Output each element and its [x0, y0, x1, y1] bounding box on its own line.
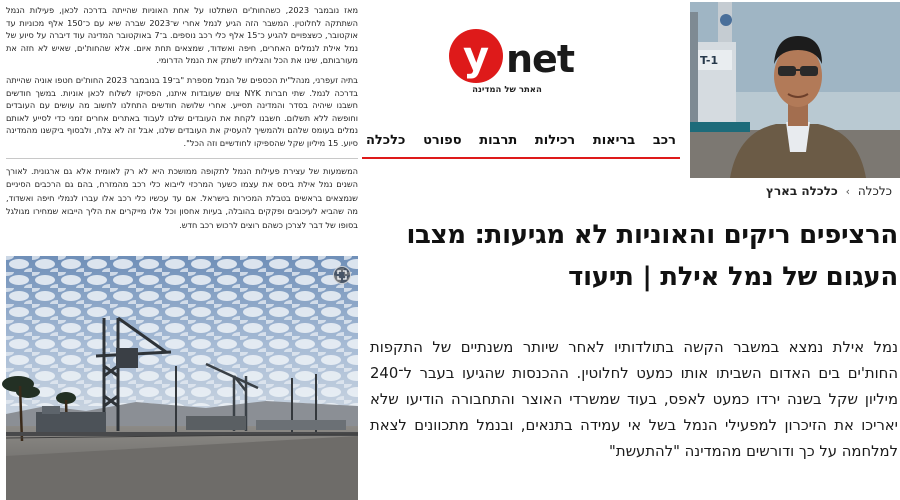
nav-item-gossip[interactable]: רכילות [534, 132, 576, 148]
svg-text:y: y [462, 34, 490, 80]
port-sign-text: T-1 [700, 54, 719, 67]
nav-item-economy[interactable]: כלכלה [366, 132, 406, 148]
article-header-column [362, 0, 900, 500]
breadcrumb-current[interactable]: כלכלה בארץ [766, 184, 838, 198]
reporter-photo [690, 2, 900, 178]
port-photo[interactable] [6, 256, 358, 500]
nav-item-culture[interactable]: תרבות [479, 132, 518, 148]
article-paragraph: מאז נובמבר 2023, כשהחות'ים השתלטו על אחת האוניות שהייתה בדרכה לכאן, פעילות הנמל השתתקה לחלוטין. המשבר הזה הגיע לנמל אחרי ש־2023 שברה שיא עם כ־150 אלף מכוניות עד אוקטובר, כשצפויים להגיע כ־15 אלף כלי רכב נוספים. ב־7 באוקטובר המדינה עוד דיברה על סיוע של נמל אילת לנמלים האחרים, חיפה ואשדוד, שמצאים תחת איום. אלא שהחות'ים, שאיש לא חזה את מעורבותם, שינו את הכל והצליחו לשתק את הנמל הדרומי. [6, 5, 359, 66]
nav-item-sport[interactable]: ספורט [423, 132, 462, 148]
reporter-photo-image [690, 2, 900, 178]
article-paragraph: המשמעות של עצירת פעילות הנמל לתקופה ממושכת היא לא רק לאומית אלא גם ארגונית. לאורך השנים נמל אילת ביסס את עצמו כשער המרכזי לייבוא כלי רכב מהמזרח, בהם גם הרכבים הסיניים שנמצאים בראשים בטבלת המכירות בישראל. אם עד עכשיו כלי רכב אלו עברו לנמלי חיפה ואשדוד, מה שהביא לעיכובים ופקקים בהובלה, בעיות אחסון וכל אלו מייקרים את הליך הייבוא שמחירו מגולגל בסופו של דבר לצרכן כשהם רוצים לרכוש רכב חדש. [6, 166, 358, 230]
nav-underline [362, 157, 680, 159]
svg-text:net: net [506, 37, 574, 81]
nav-item-cars[interactable]: רכב [652, 132, 676, 148]
divider [6, 158, 358, 159]
article-headline: הרציפים ריקים והאוניות לא מגיעות: מצבו העגום של נמל אילת | תיעוד [406, 220, 898, 292]
main-nav [362, 124, 680, 156]
breadcrumb [766, 184, 892, 198]
port-photo-image [6, 256, 358, 500]
article-body-middle [6, 165, 358, 232]
logo-tagline: האתר של המדינה [472, 85, 542, 95]
breadcrumb-parent[interactable]: כלכלה [857, 184, 892, 198]
expand-icon [337, 270, 347, 280]
expand-image-button[interactable] [333, 266, 351, 284]
breadcrumb-separator-icon: › [845, 185, 850, 198]
article-body-top [6, 4, 358, 157]
nav-item-health[interactable]: בריאות [592, 132, 636, 148]
article-lead: נמל אילת נמצא במשבר הקשה בתולדותיו לאחר שיותר משנתיים של התקפות החות'ים בים האדום השביתו אותו כמעט לחלוטין. ההכנסות שהגיעו בעבר ל־240 מיליון שקל בשנה ירדו כמעט לאפס, בעוד שמשרדי האוצר והתחבורה הודיעו שלא יאריכו את הזיכרון למפעילי הנמל בשל אי עמידה בתנאים, ובנמל מתכוונים לצאת למלחמה על כך ודורשים מהמדינה "להתעשת" [370, 339, 898, 460]
article-paragraph: בתיה זעפרני, מנהל"ית הכספים של הנמל מספרת "ב־19 בנובמבר 2023 החות'ים חטפו אוניה שהייתה בדרכה לנמל. שתי חברות NYK צוים שעובדות איתנו, הפסיקו לשלוח לכאן אוניות. במשך חודשים חשבנו שיהיה בסדר והמדינה תסייע. אחרי שלושה חודשים התחלנו לחשוב מה עושים עם העובדים וחופשה ללא תשלום. חשבנו לקחת את העובדים שלנו לעבוד באתרים אחרים זמני כדי לסייע לאותם נמלים בעומס שלהם ולהמשיך להעסיק את העובדים שלנו, אבל זה לא צלח, ולבסוף ביקשנו מהמדינה סיוע. 15 מיליון שקל שהספיקו לחודשיים וזה הכל". [6, 74, 358, 148]
ynet-logo-mark [446, 26, 574, 88]
article-continuation-column [0, 0, 362, 500]
